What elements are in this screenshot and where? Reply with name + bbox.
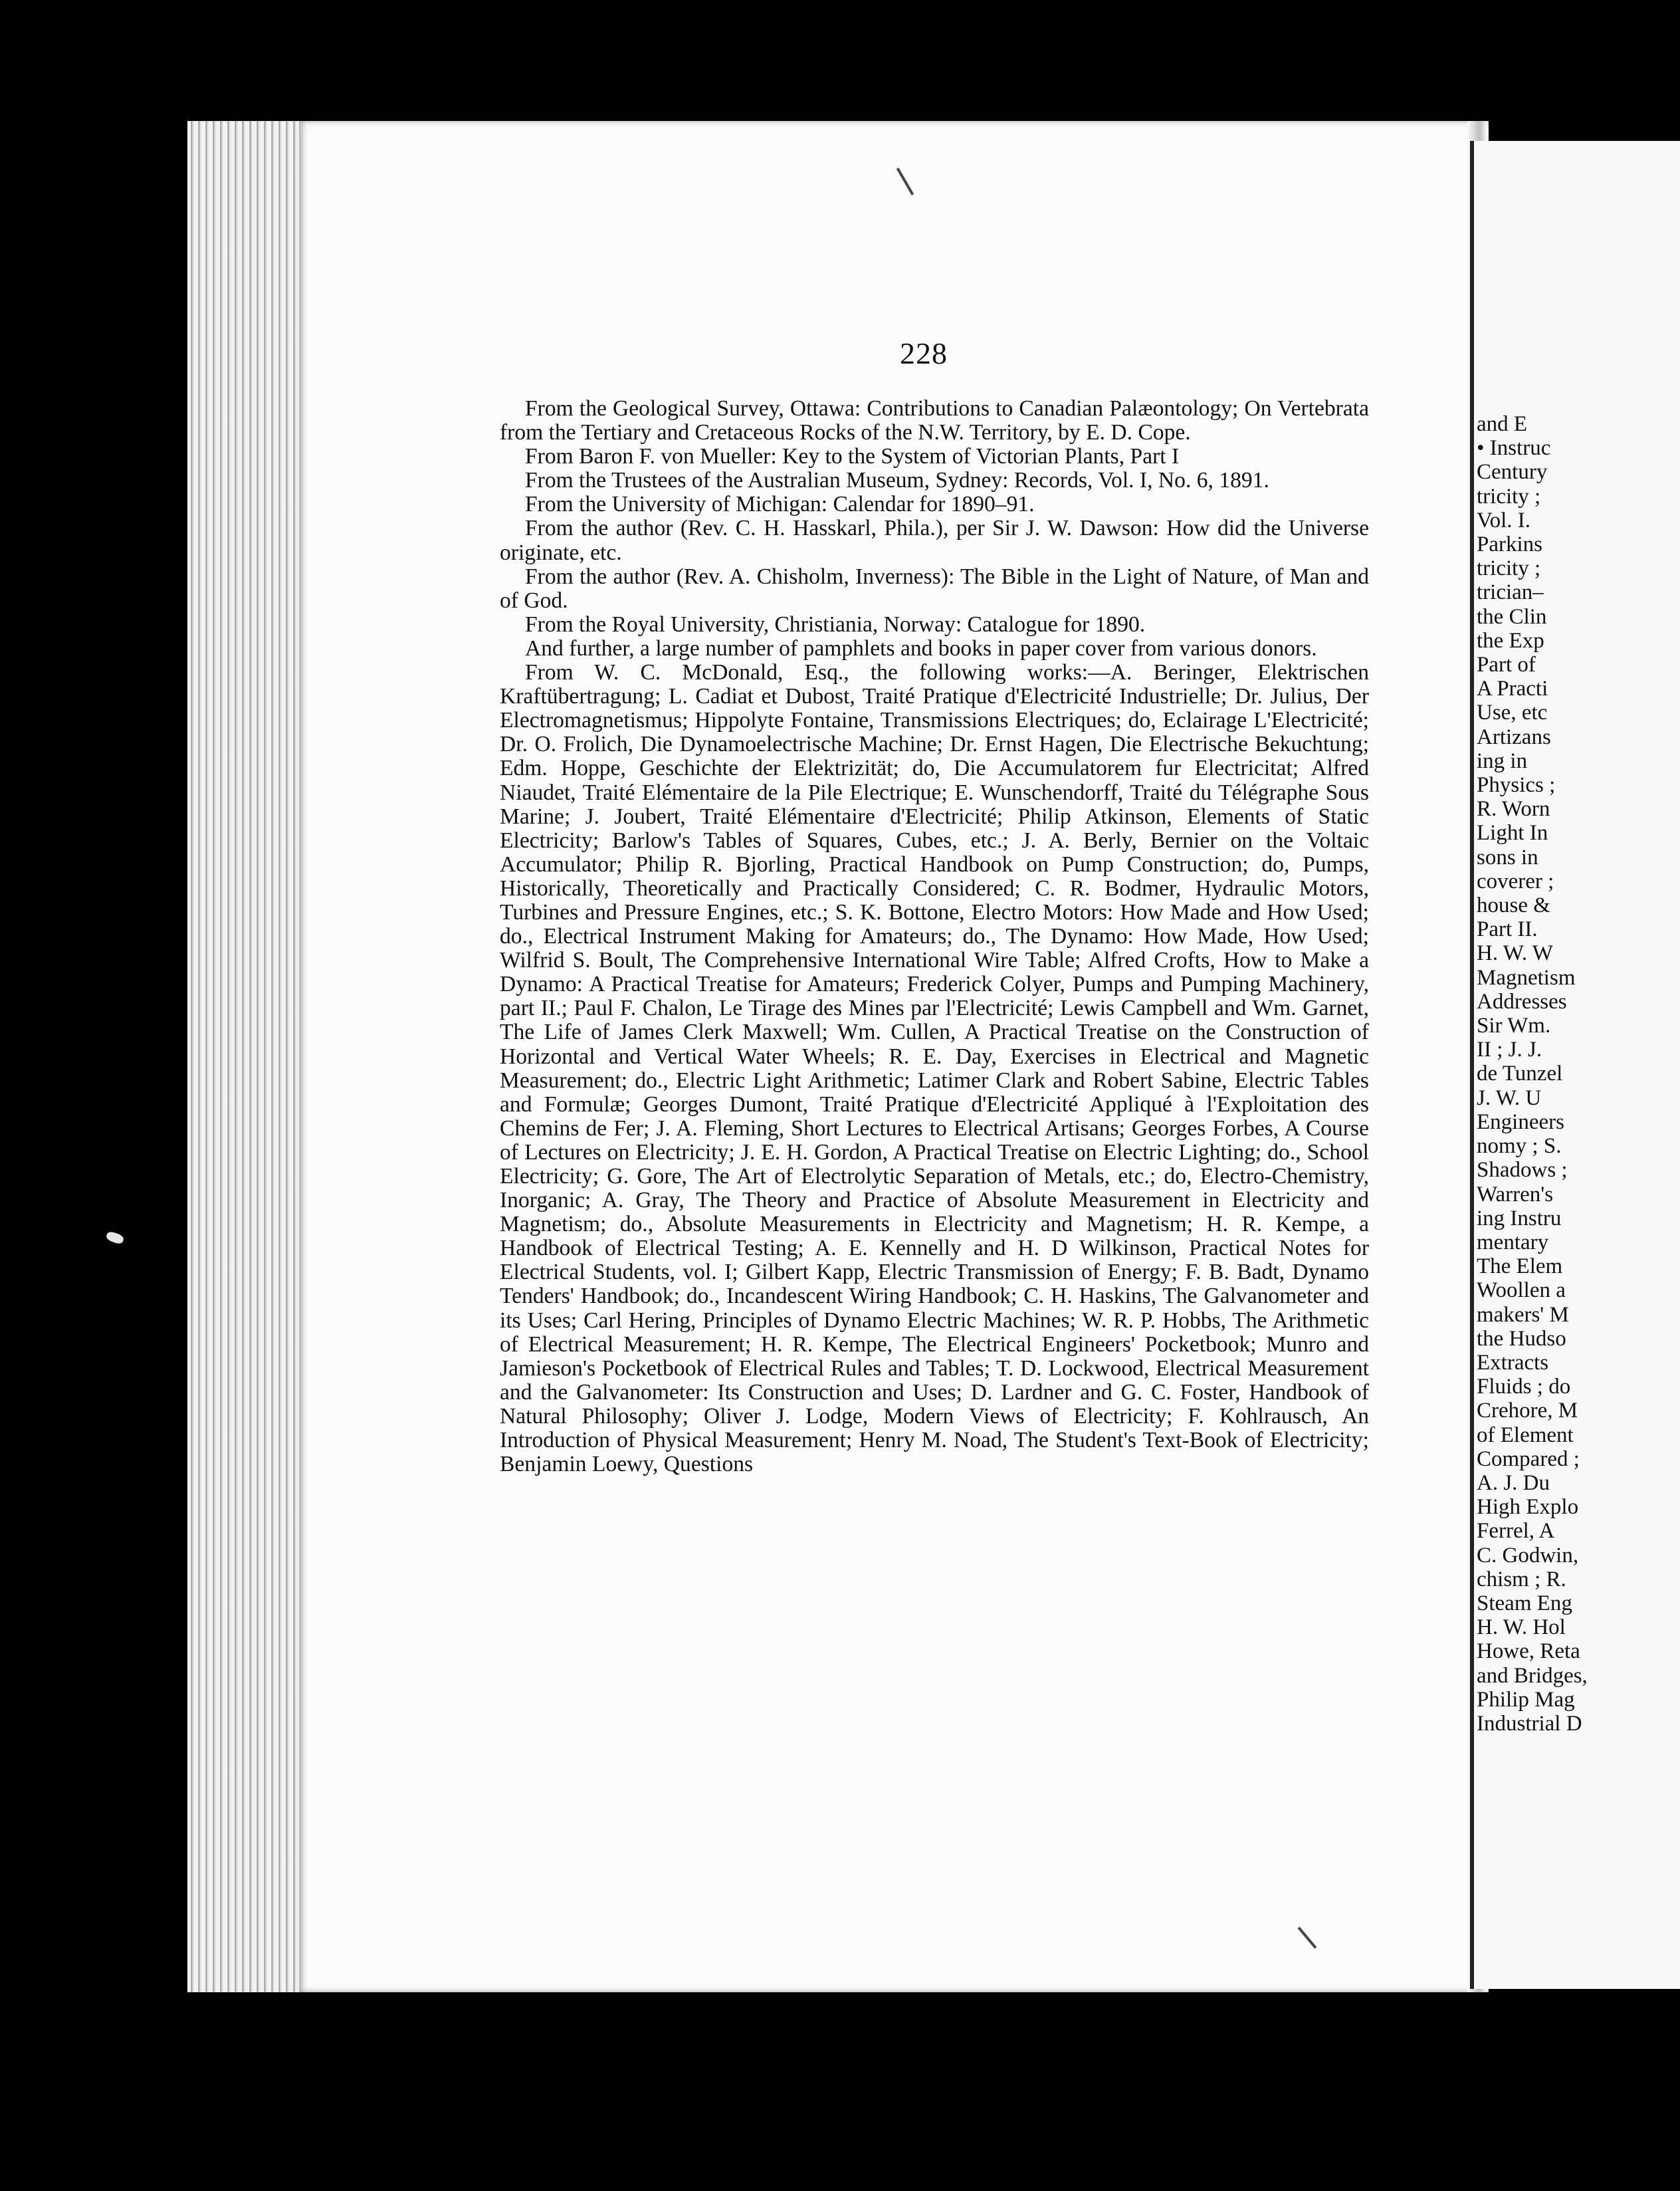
right-page-line: J. W. U — [1477, 1086, 1542, 1110]
right-page-line: mentary — [1477, 1230, 1549, 1254]
right-page-line: tricity ; — [1477, 556, 1541, 581]
right-page-line: Howe, Reta — [1477, 1639, 1580, 1664]
right-page-line: Warren's — [1477, 1182, 1554, 1207]
margin-speck — [105, 1230, 124, 1245]
right-page-line: sons in — [1477, 845, 1538, 869]
right-page-line: A Practi — [1477, 677, 1548, 701]
main-text-column — [500, 397, 1369, 1476]
right-page-line: Ferrel, A — [1477, 1519, 1555, 1544]
right-page-line: • Instruc — [1477, 436, 1551, 461]
right-page-line: High Explo — [1477, 1495, 1579, 1520]
right-page-line: The Elem — [1477, 1254, 1563, 1279]
right-page-line: trician– — [1477, 580, 1544, 605]
right-page-line: ing in — [1477, 749, 1528, 773]
right-page-line: Addresses — [1477, 989, 1567, 1014]
right-page-line: house & — [1477, 893, 1550, 918]
right-page-text — [1477, 412, 1680, 1736]
paragraph: From the author (Rev. C. H. Hasskarl, Phila.), per Sir J. W. Dawson: How did the Universe originate, etc. — [500, 516, 1369, 565]
right-page-line: Philip Mag — [1477, 1687, 1575, 1712]
right-page-line: A. J. Du — [1477, 1470, 1550, 1495]
right-page-line: Part II. — [1477, 917, 1538, 942]
paragraph: And further, a large number of pamphlets and books in paper cover from various donors. — [525, 635, 1317, 661]
right-page-line: Century — [1477, 460, 1548, 485]
right-page-line: Engineers — [1477, 1109, 1564, 1134]
right-page-line: H. W. Hol — [1477, 1615, 1566, 1640]
right-page-line: and E — [1477, 412, 1528, 436]
right-page-line: Magnetism — [1477, 965, 1576, 990]
right-page-line: Part of — [1477, 653, 1536, 677]
right-page-line: C. Godwin, — [1477, 1543, 1579, 1567]
right-page-line: H. W. W — [1477, 941, 1553, 966]
right-page-line: of Element — [1477, 1423, 1574, 1447]
right-page-line: Physics ; — [1477, 773, 1556, 798]
right-page-line: and Bridges, — [1477, 1663, 1588, 1688]
right-page-line: Parkins — [1477, 532, 1542, 557]
right-page-line: R. Worn — [1477, 797, 1550, 822]
right-page-line: chism ; R. — [1477, 1567, 1566, 1591]
page-number: 228 — [900, 336, 948, 370]
right-page-line: Extracts — [1477, 1350, 1549, 1375]
right-page-line: makers' M — [1477, 1302, 1569, 1327]
book-page-edges — [187, 121, 302, 1992]
right-page-line: tricity ; — [1477, 484, 1541, 509]
right-page-line: Industrial D — [1477, 1711, 1582, 1736]
paragraph: From W. C. McDonald, Esq., the following works:—A. Beringer, Elektrischen Kraftübertragung; L. Cadiat et Dubost, Traité Pratique d'Electricité Industrielle; Dr. Julius, Der Electromagnetismus; Hippolyte Fontaine, Transmissions Electriques; do, Eclairage L'Electricité; Dr. O. Frolich, Die Dynamoelectrische Machine; Dr. Ernst Hagen, Die Electrische Bekuchtung; Edm. Hoppe, Geschichte der Elektrizität; do, Die Accumulatorem fur Electricitat; Alfred Niaudet, Traité Elémentaire de la Pile Electrique; E. Wunschendorff, Traité du Télégraphe Sous Marine; J. Joubert, Traité Elémentaire d'Electricité; Philip Atkinson, Elements of Static Electricity; Barlow's Tables of Squares, Cubes, etc.; J. A. Berly, Bernier on the Voltaic Accumulator; Philip R. Bjorling, Practical Handbook on Pump Construction; do, Pumps, Historically, Theoretically and Practically Considered; C. R. Bodmer, Hydraulic Motors, Turbines and Pressure Engines, etc.; S. K. Bottone, Electro Motors: How Made and How Used; do., Electrical Instrument Making for Amateurs; do., The Dynamo: How Made, How Used; Wilfrid S. Boult, The Comprehensive International Wire Table; Alfred Crofts, How to Make a Dynamo: A Practical Treatise for Amateurs; Frederick Colyer, Pumps and Pumping Machinery, part II.; Paul F. Chalon, Le Tirage des Mines par l'Electricité; Lewis Campbell and Wm. Garnet, The Life of James Clerk Maxwell; Wm. Cullen, A Practical Treatise on the Construction of Horizontal and Vertical Water Wheels; R. E. Day, Exercises in Electrical and Magnetic Measurement; do., Electric Light Arithmetic; Latimer Clark and Robert Sabine, Electric Tables and Formulæ; Georges Dumont, Traité Pratique d'Electricité Appliqué à l'Exploitation des Chemins de Fer; J. A. Fleming, Short Lectures to Electrical Artisans; Georges Forbes, A Course of Lectures on Electricity; J. E. H. Gordon, A Practical Treatise on Electric Lighting; do., School Electricity; G. Gore, The Art of Electrolytic Separation of Metals, etc.; do, Electro-Chemistry, Inorganic; A. Gray, The Theory and Practice of Absolute Measurement in Electricity and Magnetism; do., Absolute Measurements in Electricity and Magnetism; H. R. Kempe, a Handbook of Electrical Testing; A. E. Kennelly and H. D Wilkinson, Practical Notes for Electrical Students, vol. I; Gilbert Kapp, Electric Transmission of Energy; F. B. Badt, Dynamo Tenders' Handbook; do., Incandescent Wiring Handbook; C. H. Haskins, The Galvanometer and its Uses; Carl Hering, Principles of Dynamo Electric Machines; W. R. P. Hobbs, The Arithmetic of Electrical Measurement; H. R. Kempe, The Electrical Engineers' Pocketbook; Munro and Jamieson's Pocketbook of Electrical Rules and Tables; T. D. Lockwood, Electrical Measurement and the Galvanometer: Its Construction and Uses; D. Lardner and G. C. Foster, Handbook of Natural Philosophy; Oliver J. Lodge, Modern Views of Electricity; F. Kohlrausch, An Introduction of Physical Measurement; Henry M. Noad, The Student's Text-Book of Electricity; Benjamin Loewy, Questions — [500, 660, 1369, 1477]
paragraph: From the University of Michigan: Calendar for 1890–91. — [525, 492, 1035, 517]
right-page-line: Sir Wm. — [1477, 1014, 1551, 1038]
right-page-line: de Tunzel — [1477, 1062, 1563, 1086]
right-page-line: Shadows ; — [1477, 1158, 1568, 1183]
right-page-line: Light In — [1477, 821, 1548, 846]
right-page-line: coverer ; — [1477, 869, 1554, 893]
paragraph: From Baron F. von Mueller: Key to the System of Victorian Plants, Part I — [525, 444, 1180, 469]
right-page-line: Crehore, M — [1477, 1399, 1578, 1423]
paragraph: From the Royal University, Christiania, Norway: Catalogue for 1890. — [525, 612, 1146, 637]
right-page-line: Vol. I. — [1477, 508, 1530, 532]
paragraph: From the Trustees of the Australian Museum, Sydney: Records, Vol. I, No. 6, 1891. — [525, 468, 1269, 493]
right-page-line: II ; J. J. — [1477, 1038, 1542, 1062]
paragraph: From the author (Rev. A. Chisholm, Inverness): The Bible in the Light of Nature, of Man and of God. — [500, 564, 1369, 613]
right-page-line: Use, etc — [1477, 701, 1548, 725]
paragraph: From the Geological Survey, Ottawa: Contributions to Canadian Palæontology; On Vertebrata from the Tertiary and Cretaceous Rocks of the N.W. Territory, by E. D. Cope. — [500, 396, 1369, 445]
right-page-line: Fluids ; do — [1477, 1375, 1571, 1399]
right-page-line: nomy ; S. — [1477, 1134, 1562, 1159]
right-page-line: the Exp — [1477, 628, 1544, 653]
right-page-line: the Hudso — [1477, 1326, 1566, 1351]
right-page-line: Steam Eng — [1477, 1591, 1572, 1615]
right-page-line: Woollen a — [1477, 1278, 1566, 1303]
right-page-line: Compared ; — [1477, 1446, 1580, 1471]
right-page-line: ing Instru — [1477, 1206, 1562, 1230]
right-page-line: the Clin — [1477, 604, 1547, 629]
right-page-line: Artizans — [1477, 725, 1551, 749]
